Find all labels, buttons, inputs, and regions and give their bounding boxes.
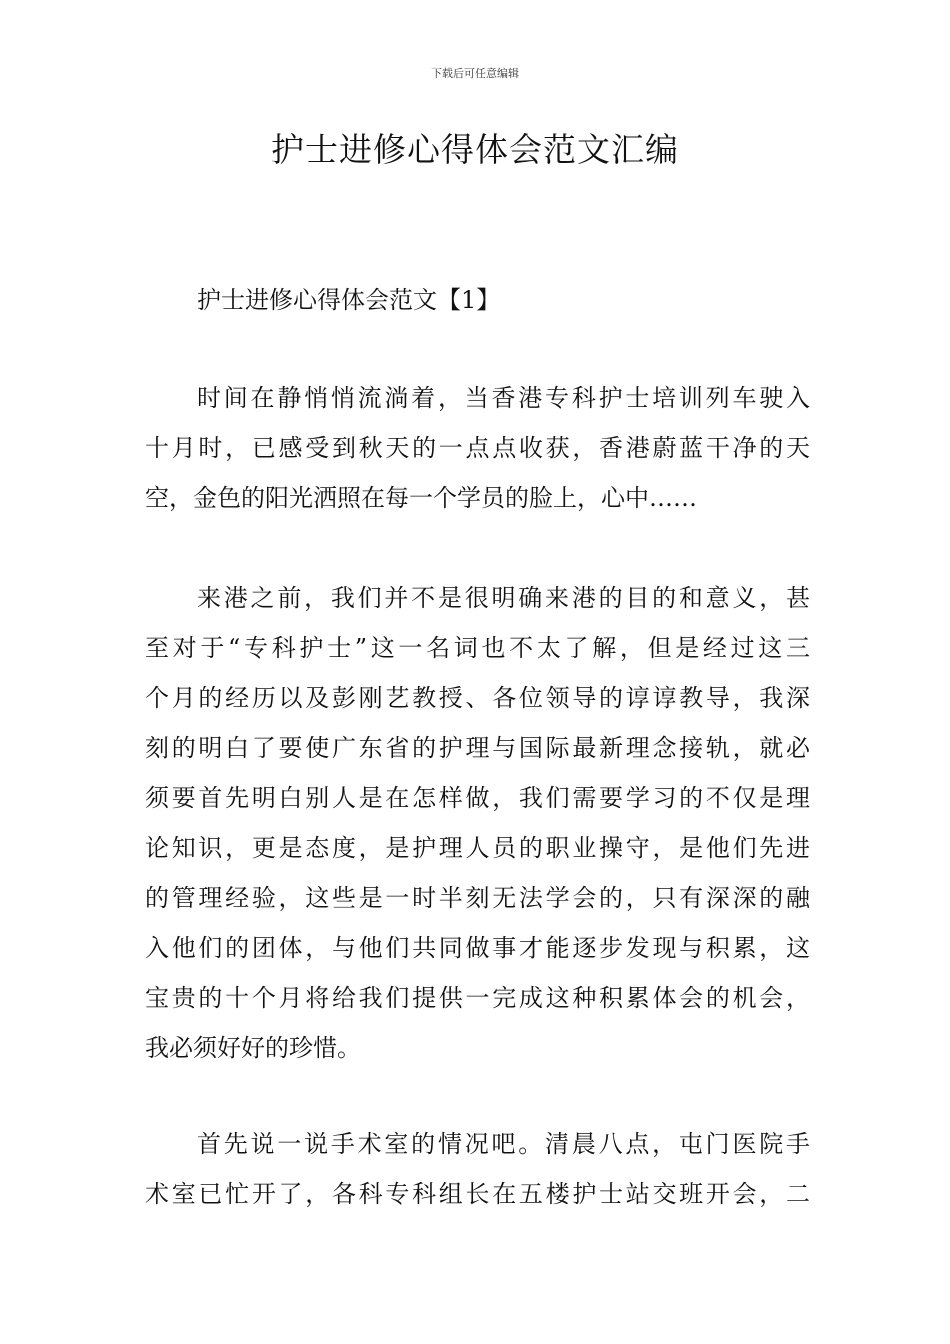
paragraph-line: 来港之前，我们并不是很明确来港的目的和意义，甚	[197, 584, 810, 612]
paragraph-line: 刻的明白了要使广东省的护理与国际最新理念接轨，就必	[145, 734, 810, 762]
paragraph-line: 的管理经验，这些是一时半刻无法学会的，只有深深的融	[145, 884, 810, 912]
paragraph-2	[145, 573, 810, 1073]
paragraph-line: 我必须好好的珍惜。	[145, 1034, 361, 1062]
paragraph-line: 个月的经历以及彭刚艺教授、各位领导的谆谆教导，我深	[145, 684, 810, 712]
paragraph-line: 首先说一说手术室的情况吧。清晨八点，屯门医院手	[197, 1130, 810, 1158]
paragraph-3	[145, 1119, 810, 1219]
paragraph-line: 入他们的团体，与他们共同做事才能逐步发现与积累，这	[145, 934, 810, 962]
paragraph-line: 空，金色的阳光洒照在每一个学员的脸上，心中……	[145, 484, 697, 512]
paragraph-line: 须要首先明白别人是在怎样做，我们需要学习的不仅是理	[145, 784, 810, 812]
paragraph-line: 时间在静悄悄流淌着，当香港专科护士培训列车驶入	[197, 384, 810, 412]
paragraph-line: 至对于“专科护士”这一名词也不太了解，但是经过这三	[145, 634, 810, 662]
paragraph-line: 宝贵的十个月将给我们提供一完成这种积累体会的机会，	[145, 984, 810, 1012]
document-title: 护士进修心得体会范文汇编	[271, 130, 679, 169]
paragraph-line: 十月时，已感受到秋天的一点点收获，香港蔚蓝干净的天	[145, 434, 810, 462]
paragraph-1	[145, 373, 810, 523]
paragraph-line: 论知识，更是态度，是护理人员的职业操守，是他们先进	[145, 834, 810, 862]
paragraph-line: 术室已忙开了，各科专科组长在五楼护士站交班开会，二	[145, 1180, 810, 1208]
section-heading: 护士进修心得体会范文【1】	[197, 286, 501, 314]
header-note: 下载后可任意编辑	[431, 67, 519, 80]
